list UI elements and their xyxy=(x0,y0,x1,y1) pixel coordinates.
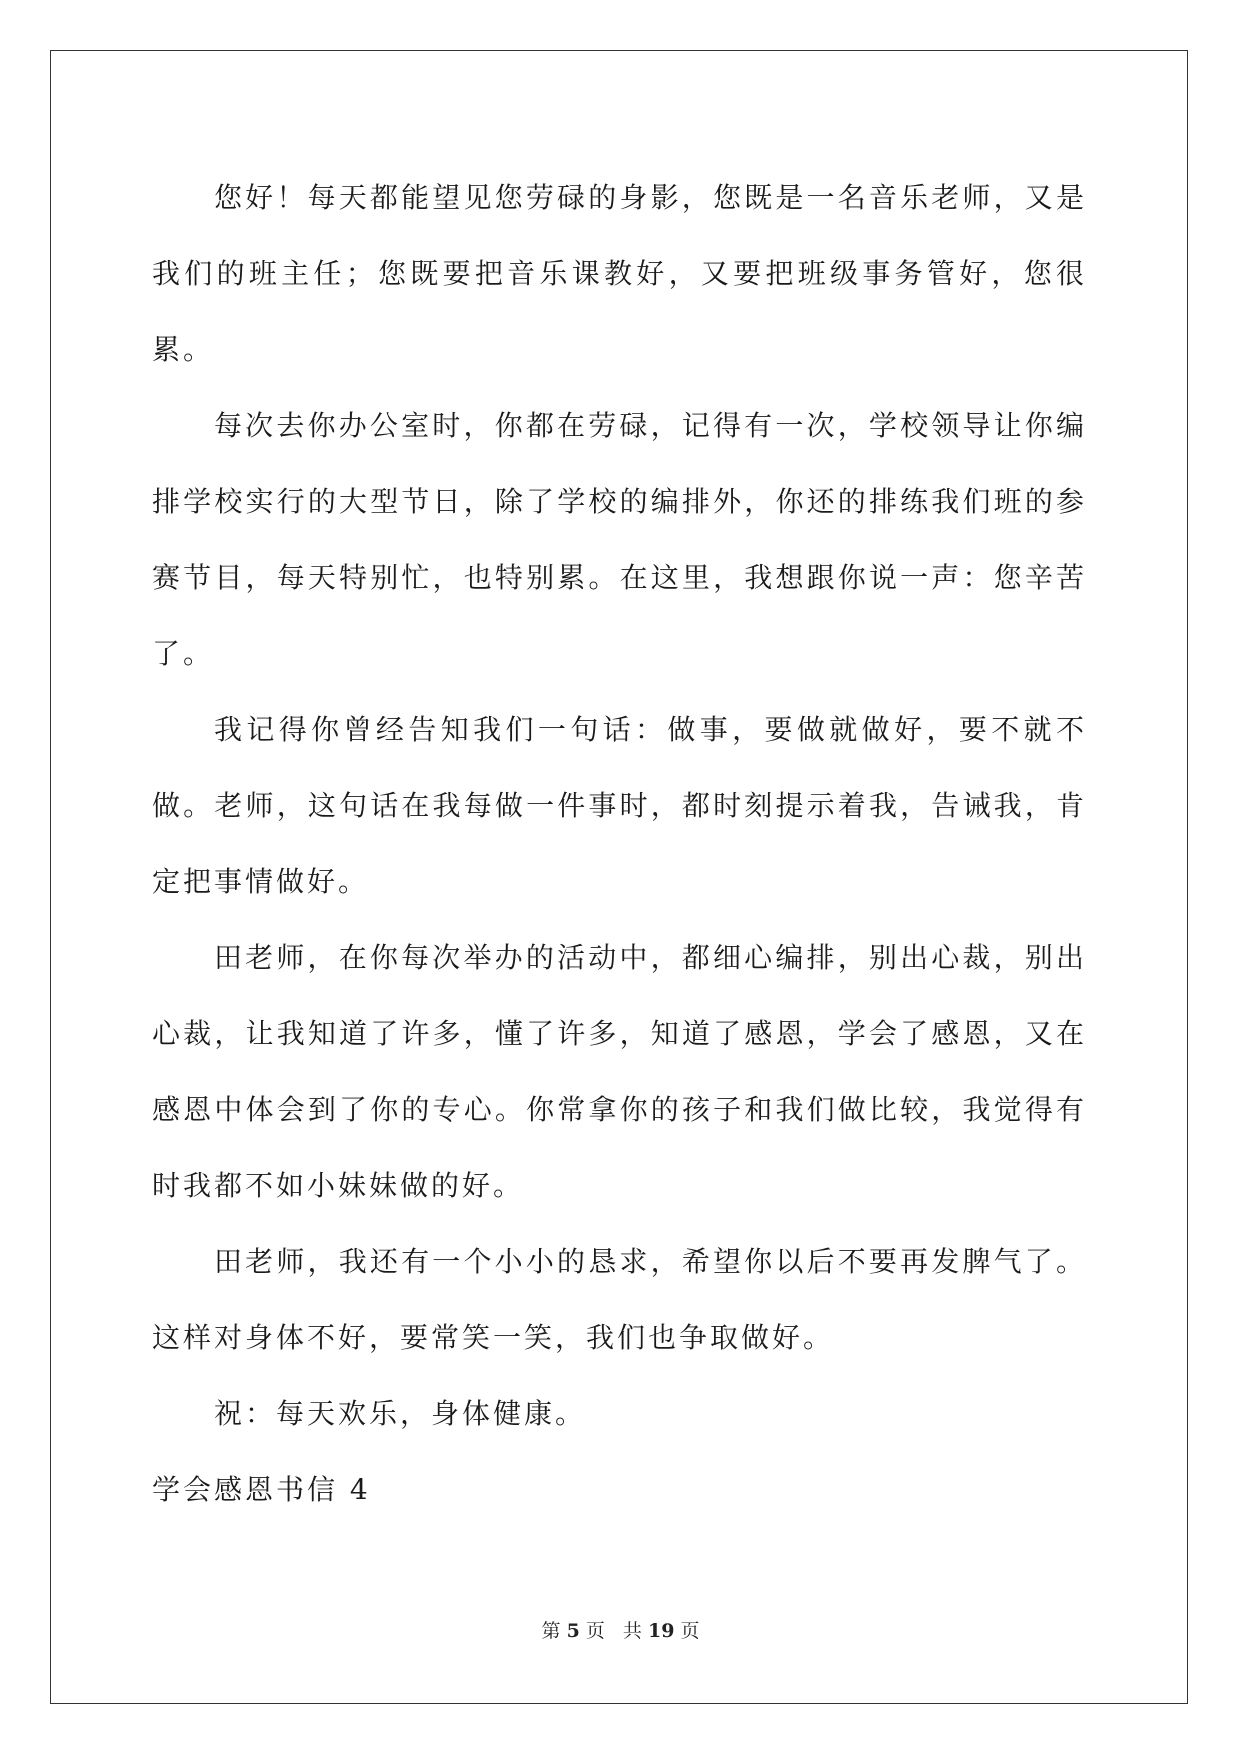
paragraph-wishes: 祝：每天欢乐，身体健康。 xyxy=(214,1397,587,1430)
total-prefix: 共 xyxy=(622,1620,642,1642)
total-suffix: 页 xyxy=(680,1620,700,1642)
paragraph-greeting: 您好！每天都能望见您劳碌的身影，您既是一名音乐老师，又是我们的班主任；您既要把音乐课教好，又要把班级事务管好，您很累。 xyxy=(152,181,1087,366)
paragraph-office: 每次去你办公室时，你都在劳碌，记得有一次，学校领导让你编排学校实行的大型节日，除了学校的编排外，你还的排练我们班的参赛节目，每天特别忙，也特别累。在这里，我想跟你说一声：您辛苦了。 xyxy=(152,409,1087,670)
paragraph-activities: 田老师，在你每次举办的活动中，都细心编排，别出心裁，别出心裁，让我知道了许多，懂了许多，知道了感恩，学会了感恩，又在感恩中体会到了你的专心。你常拿你的孩子和我们做比较，我觉得有时我都不如小妹妹做的好。 xyxy=(152,941,1087,1202)
page-footer xyxy=(0,1616,1241,1643)
page-prefix: 第 xyxy=(541,1620,561,1642)
page-number: 5 xyxy=(566,1620,580,1642)
paragraph-request: 田老师，我还有一个小小的恳求，希望你以后不要再发脾气了。这样对身体不好，要常笑一笑，我们也争取做好。 xyxy=(152,1245,1087,1354)
page-suffix: 页 xyxy=(585,1620,605,1642)
total-indicator xyxy=(623,1620,700,1642)
page-indicator xyxy=(542,1620,605,1642)
paragraph-advice: 我记得你曾经告知我们一句话：做事，要做就做好，要不就不做。老师，这句话在我每做一件事时，都时刻提示着我，告诫我，肯定把事情做好。 xyxy=(152,713,1087,898)
letter-body xyxy=(152,160,1087,1528)
total-pages: 19 xyxy=(647,1620,675,1642)
section-heading: 学会感恩书信 4 xyxy=(152,1473,371,1506)
